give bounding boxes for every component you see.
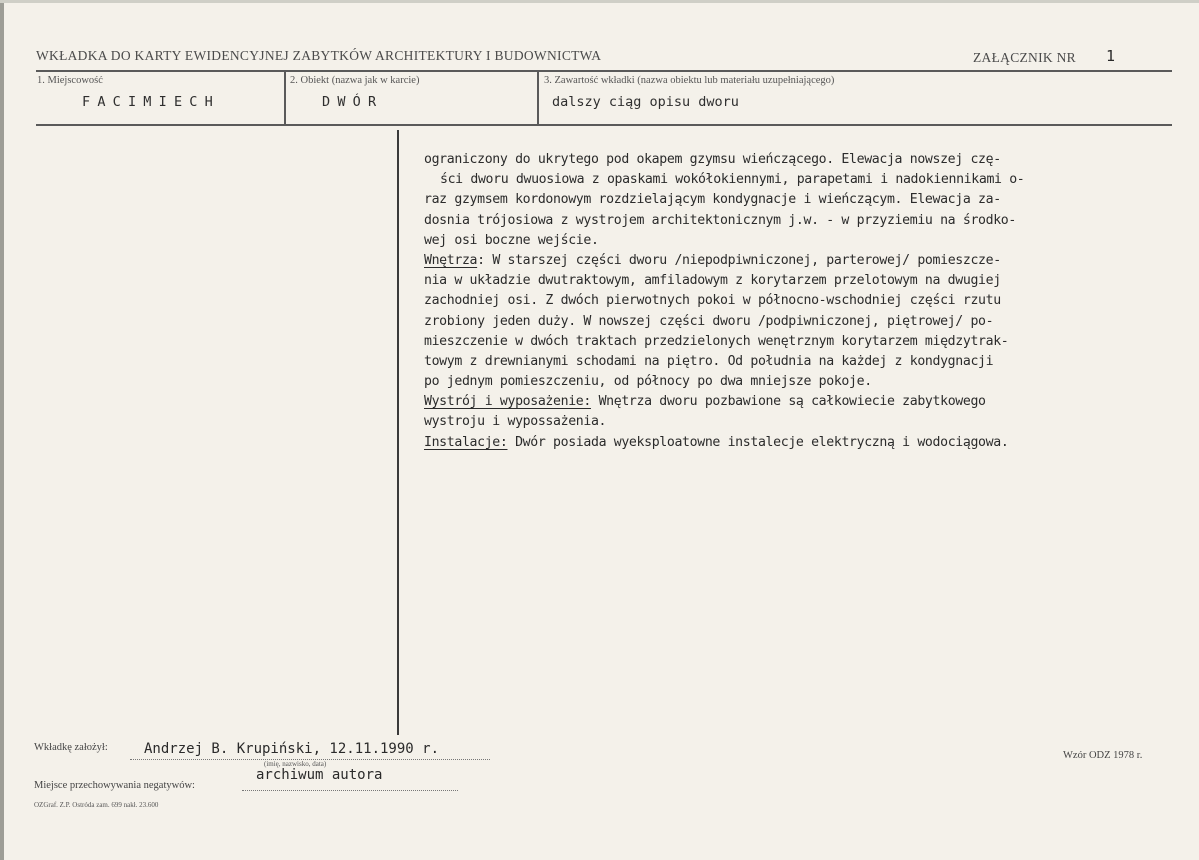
description-line: wystroju i wypossażenia. — [424, 414, 607, 430]
description-line: nia w układzie dwutraktowym, amfiladowym z korytarzem przelotowym na dwugiej — [424, 273, 1001, 289]
description-line: towym z drewnianymi schodami na piętro. Od południa na każdej z kondygnacji — [424, 353, 994, 369]
field-divider-2 — [537, 72, 539, 124]
field-value-contents: dalszy ciąg opisu dworu — [552, 94, 739, 110]
header-rule — [36, 70, 1172, 72]
section-heading-installations: Instalacje: — [424, 434, 508, 450]
field-label-contents: 3. Zawartość wkładki (nazwa obiektu lub materiału uzupełniającego) — [544, 75, 835, 86]
description-line: po jednym pomieszczeniu, od północy po dwa mniejsze pokoje. — [424, 374, 872, 390]
description-line: mieszczenie w dwóch traktach przedzielonych wenętrznym korytarzem międzytrak- — [424, 333, 1009, 349]
description-text — [424, 150, 1184, 453]
field-label-locality: 1. Miejscowość — [37, 75, 103, 86]
description-line: zachodniej osi. Z dwóch pierwotnych pokoi w północno-wschodniej części rzutu — [424, 293, 1001, 309]
created-by-label: Wkładkę założył: — [34, 742, 108, 753]
form-model: Wzór ODZ 1978 r. — [1063, 750, 1143, 761]
created-by-hint: (imię, nazwisko, data) — [264, 760, 327, 768]
description-line: dosnia trójosiowa z wystrojem architektonicznym j.w. - w przyziemiu na środko- — [424, 212, 1016, 228]
storage-value: archiwum autora — [256, 767, 383, 783]
storage-line — [242, 790, 458, 791]
section-heading-interiors: Wnętrza — [424, 252, 478, 268]
section-heading-decor: Wystrój i wyposażenie: — [424, 394, 591, 410]
created-by-value: Andrzej B. Krupiński, 12.11.1990 r. — [144, 741, 440, 757]
description-line: wej osi boczne wejście. — [424, 232, 599, 248]
field-divider-1 — [284, 72, 286, 124]
print-info: OZGraf. Z.P. Ostróda zam. 699 nakł. 23.600 — [34, 801, 159, 809]
description-line: Instalacje: Dwór posiada wyeksploatowne instalecje elektryczną i wodociągowa. — [424, 434, 1009, 450]
card-edge-top — [0, 0, 1199, 3]
description-line: ści dworu dwuosiowa z opaskami wokółokiennymi, parapetami i nadokiennikami o- — [440, 172, 1025, 188]
field-value-locality: FACIMIECH — [82, 94, 220, 110]
description-line: Wnętrza: W starszej części dworu /niepodpiwniczonej, parterowej/ pomieszcze- — [424, 252, 1001, 268]
storage-label: Miejsce przechowywania negatywów: — [34, 780, 195, 791]
fields-bottom-rule — [36, 124, 1172, 126]
description-line: raz gzymsem kordonowym rozdzielającym kondygnacje i wieńczącym. Elewacja za- — [424, 192, 1001, 208]
annex-number: 1 — [1106, 47, 1116, 65]
field-label-object: 2. Obiekt (nazwa jak w karcie) — [290, 75, 420, 86]
annex-label: ZAŁĄCZNIK NR — [973, 50, 1076, 65]
description-line: Wystrój i wyposażenie: Wnętrza dworu pozbawione są całkowiecie zabytkowego — [424, 394, 986, 410]
form-title: WKŁADKA DO KARTY EWIDENCYJNEJ ZABYTKÓW ARCHITEKTURY I BUDOWNICTWA — [36, 48, 602, 63]
card-edge-left — [0, 0, 4, 860]
description-line: zrobiony jeden duży. W nowszej części dworu /podpiwniczonej, piętrowej/ po- — [424, 313, 994, 329]
field-value-object: DWÓR — [322, 94, 384, 110]
body-margin-line — [397, 130, 399, 735]
description-line: ograniczony do ukrytego pod okapem gzymsu wieńczącego. Elewacja nowszej czę- — [424, 152, 1001, 167]
